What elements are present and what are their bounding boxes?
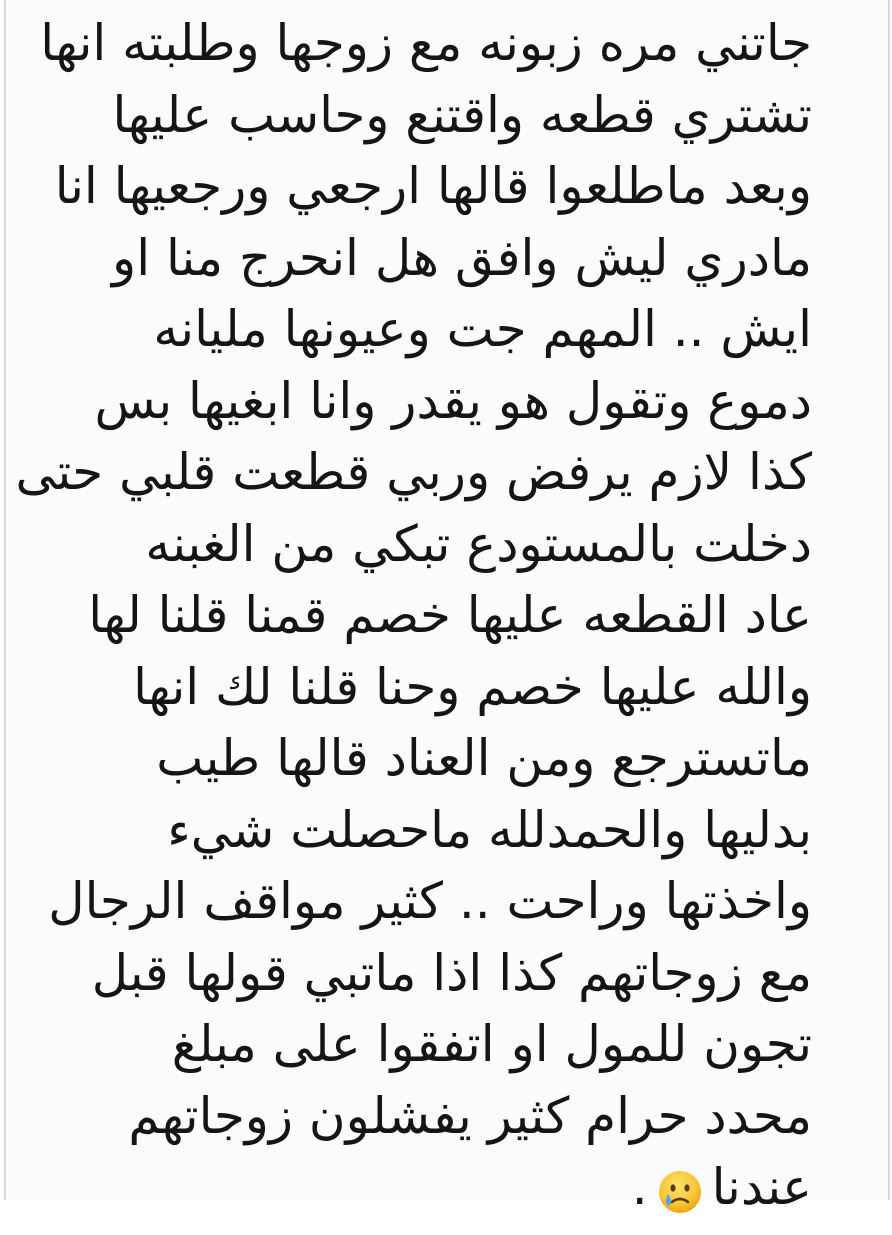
post-frame	[4, 0, 890, 1216]
message-line-8: دخلت بالمستودع تبكي من الغبنه	[145, 514, 812, 573]
message-text	[15, 8, 812, 1224]
message-line-15: تجون للمول او اتفقوا على مبلغ	[171, 1015, 812, 1073]
message-line-5: ايش .. المهم جت وعيونها مليانه	[153, 300, 812, 358]
message-line-1: جاتني مره زبونه مع زوجها وطلبته انها	[40, 14, 812, 72]
message-line-13: واخذتها وراحت .. كثير مواقف الرجال	[48, 872, 812, 930]
message-line-6: دموع وتقول هو يقدر وانا ابغيها بس	[94, 371, 812, 430]
message-line-10: والله عليها خصم وحنا قلنا لك انها	[133, 657, 812, 716]
message-line-2: تشتري قطعه واقتنع وحاسب عليها	[112, 85, 812, 144]
message-line-14: مع زوجاتهم كذا اذا ماتبي قولها قبل	[91, 943, 812, 1002]
message-line-11: ماتسترجع ومن العناد قالها طيب	[156, 729, 812, 787]
message-line-7: كذا لازم يرفض وربي قطعت قلبي حتى	[15, 443, 812, 501]
message-line-9: عاد القطعه عليها خصم قمنا قلنا لها	[88, 586, 812, 644]
message-end-punct: .	[631, 1158, 648, 1216]
message-line-17	[22, 1152, 812, 1224]
message-last-word: عندنا	[711, 1158, 812, 1216]
message-line-4: مادري ليش وافق هل انحرج منا او	[112, 228, 812, 287]
message-line-3: وبعد ماطلعوا قالها ارجعي ورجعيها انا	[54, 157, 812, 215]
crying-face-icon	[656, 1164, 704, 1212]
message-line-12: بدليها والحمدلله ماحصلت شيء	[167, 800, 812, 859]
message-line-16: محدد حرام كثير يفشلون زوجاتهم	[128, 1086, 812, 1145]
